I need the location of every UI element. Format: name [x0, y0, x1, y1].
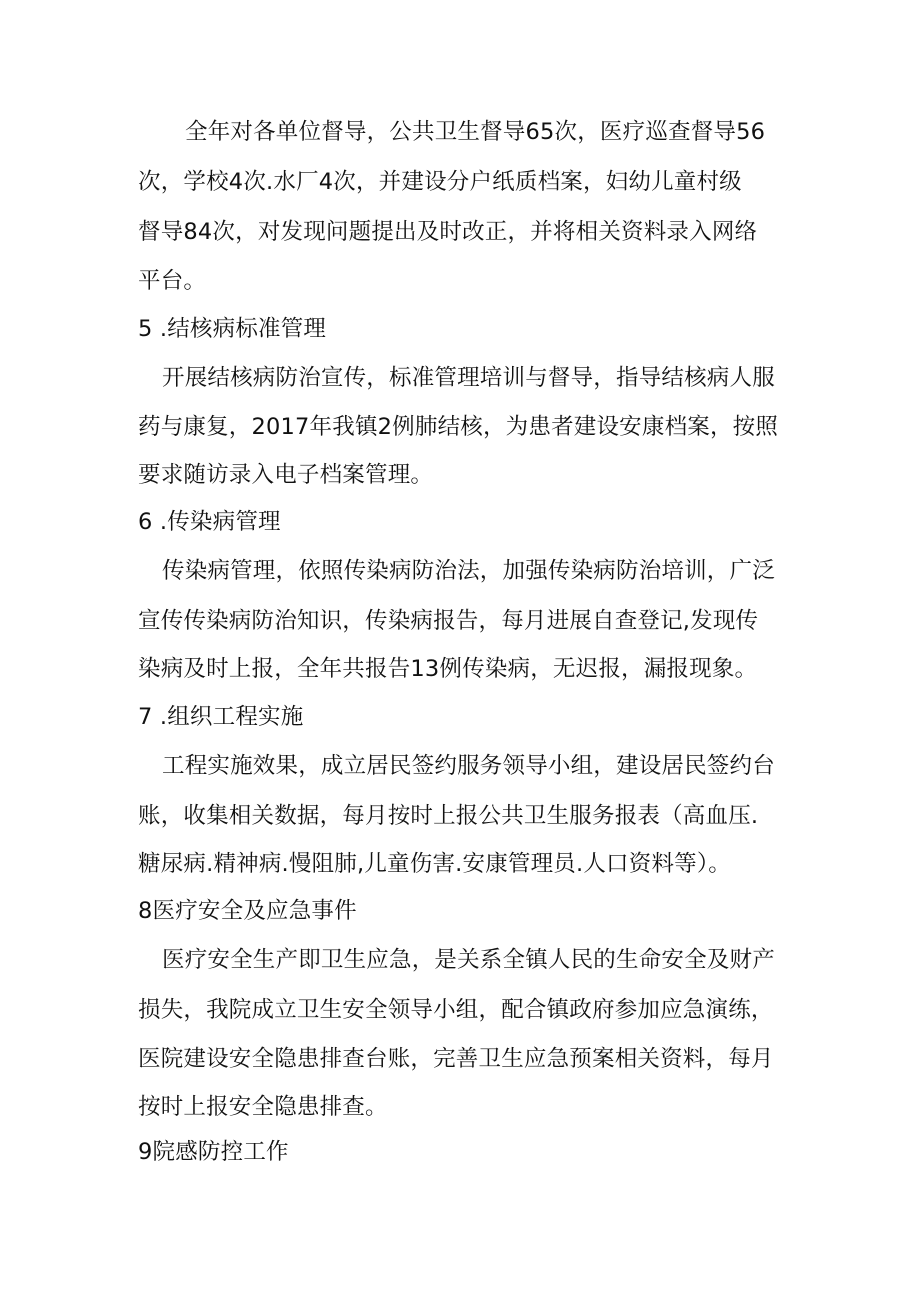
paragraph-line: 损失，我院成立卫生安全领导小组，配合镇政府参加应急演练，: [138, 997, 774, 1023]
paragraph-line: 次，学校4次.水厂4次，并建设分户纸质档案，妇幼儿童村级: [138, 169, 742, 195]
section-heading-7: 7 .组织工程实施: [138, 704, 304, 730]
paragraph-line: 要求随访录入电子档案管理。: [138, 462, 434, 488]
paragraph-line: 医疗安全生产即卫生应急，是关系全镇人民的生命安全及财产: [162, 947, 775, 973]
paragraph-line: 药与康复，2017年我镇2例肺结核，为患者建设安康档案，按照: [138, 414, 779, 440]
section-heading-9: 9院感防控工作: [138, 1139, 289, 1165]
section-heading-5: 5 .结核病标准管理: [138, 316, 327, 342]
paragraph-line: 染病及时上报，全年共报告13例传染病，无迟报，漏报现象。: [138, 656, 758, 682]
paragraph-line: 工程实施效果，成立居民签约服务领导小组，建设居民签约台: [162, 753, 775, 779]
paragraph-line: 全年对各单位督导，公共卫生督导65次，医疗巡查督导56: [185, 119, 766, 145]
section-heading-6: 6 .传染病管理: [138, 509, 281, 535]
paragraph-line: 糖尿病.精神病.慢阻肺,儿童伤害.安康管理员.人口资料等）。: [138, 851, 732, 877]
paragraph-line: 按时上报安全隐患排查。: [138, 1094, 388, 1120]
section-heading-8: 8医疗安全及应急事件: [138, 898, 357, 924]
paragraph-line: 医院建设安全隐患排查台账，完善卫生应急预案相关资料，每月: [138, 1046, 774, 1072]
paragraph-line: 督导84次，对发现问题提出及时改正，并将相关资料录入网络: [138, 219, 758, 245]
paragraph-line: 账，收集相关数据，每月按时上报公共卫生服务报表（高血压.: [138, 803, 759, 829]
paragraph-line: 开展结核病防治宣传，标准管理培训与督导，指导结核病人服: [162, 365, 775, 391]
paragraph-line: 宣传传染病防治知识，传染病报告，每月进展自查登记,发现传: [138, 608, 759, 634]
paragraph-line: 平台。: [138, 268, 207, 294]
paragraph-line: 传染病管理，依照传染病防治法，加强传染病防治培训，广泛: [162, 558, 775, 584]
